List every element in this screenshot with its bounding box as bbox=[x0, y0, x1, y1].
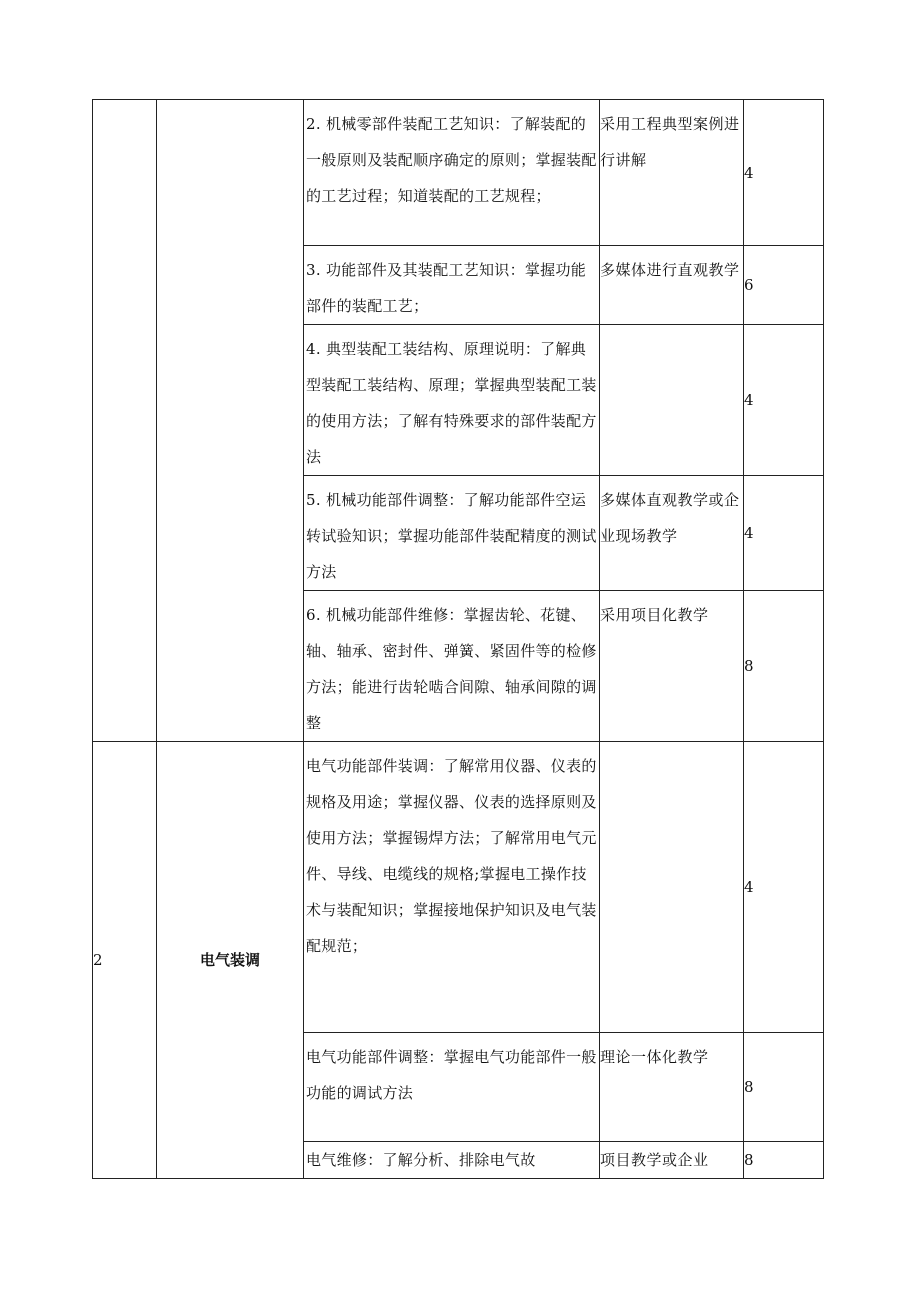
content-cell: 电气功能部件调整：掌握电气功能部件一般功能的调试方法 bbox=[304, 1033, 600, 1142]
teaching-method-cell bbox=[600, 325, 744, 476]
curriculum-table bbox=[92, 99, 824, 1179]
content-cell: 电气维修：了解分析、排除电气故 bbox=[304, 1142, 600, 1179]
hours-cell: 8 bbox=[744, 1033, 824, 1142]
teaching-method-cell: 多媒体直观教学或企业现场教学 bbox=[600, 476, 744, 591]
hours-cell: 6 bbox=[744, 246, 824, 325]
hours-cell: 4 bbox=[744, 325, 824, 476]
content-cell: 2. 机械零部件装配工艺知识：了解装配的一般原则及装配顺序确定的原则；掌握装配的工艺过程；知道装配的工艺规程； bbox=[304, 100, 600, 246]
teaching-method-cell: 多媒体进行直观教学 bbox=[600, 246, 744, 325]
content-cell: 电气功能部件装调：了解常用仪器、仪表的规格及用途；掌握仪器、仪表的选择原则及使用方法；掌握锡焊方法；了解常用电气元件、导线、电缆线的规格;掌握电工操作技术与装配知识；掌握接地保护知识及电气装配规范； bbox=[304, 742, 600, 1033]
hours-cell: 4 bbox=[744, 100, 824, 246]
content-cell: 4. 典型装配工装结构、原理说明：了解典型装配工装结构、原理；掌握典型装配工装的使用方法；了解有特殊要求的部件装配方法 bbox=[304, 325, 600, 476]
module-name-cell: 电气装调 bbox=[157, 742, 304, 1179]
content-cell: 3. 功能部件及其装配工艺知识：掌握功能部件的装配工艺； bbox=[304, 246, 600, 325]
content-cell: 6. 机械功能部件维修：掌握齿轮、花键、轴、轴承、密封件、弹簧、紧固件等的检修方法；能进行齿轮啮合间隙、轴承间隙的调整 bbox=[304, 591, 600, 742]
module-name-cell bbox=[157, 100, 304, 742]
teaching-method-cell: 项目教学或企业 bbox=[600, 1142, 744, 1179]
row-number-cell bbox=[93, 100, 157, 742]
teaching-method-cell bbox=[600, 742, 744, 1033]
hours-cell: 8 bbox=[744, 1142, 824, 1179]
teaching-method-cell: 理论一体化教学 bbox=[600, 1033, 744, 1142]
hours-cell: 4 bbox=[744, 742, 824, 1033]
teaching-method-cell: 采用工程典型案例进行讲解 bbox=[600, 100, 744, 246]
teaching-method-cell: 采用项目化教学 bbox=[600, 591, 744, 742]
row-number-cell: 2 bbox=[93, 742, 157, 1179]
table-row bbox=[93, 100, 824, 246]
table-row bbox=[93, 742, 824, 1033]
hours-cell: 4 bbox=[744, 476, 824, 591]
content-cell: 5. 机械功能部件调整：了解功能部件空运转试验知识；掌握功能部件装配精度的测试方法 bbox=[304, 476, 600, 591]
hours-cell: 8 bbox=[744, 591, 824, 742]
